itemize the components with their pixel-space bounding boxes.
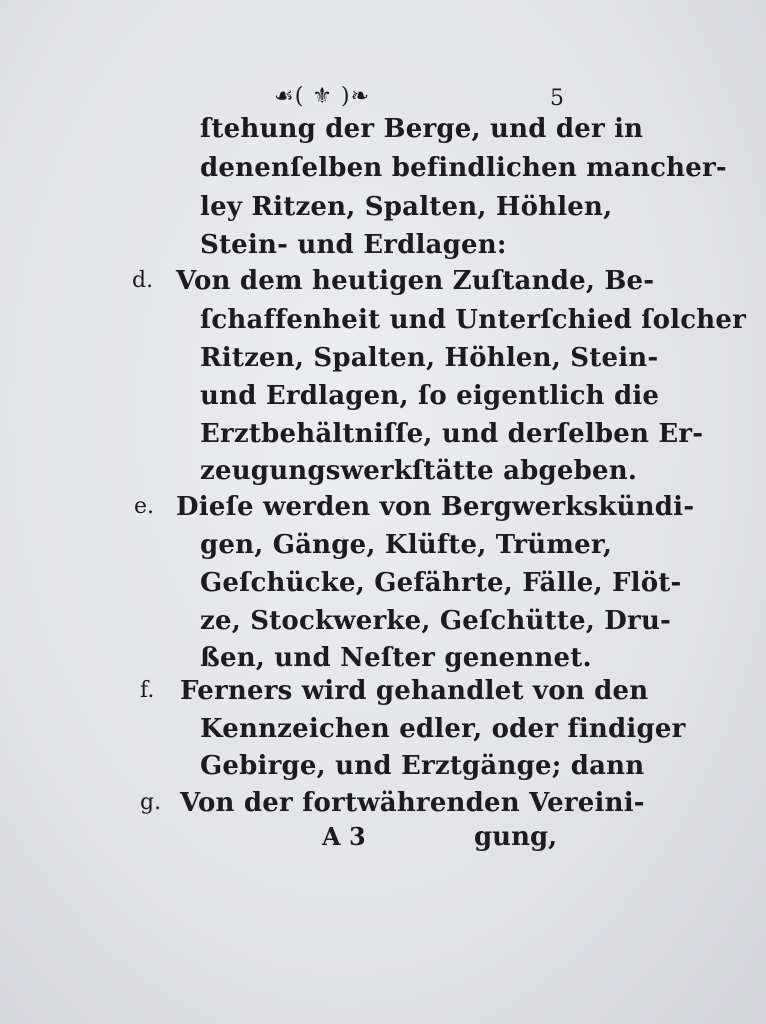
text-line: und Erdlagen, ſo eigentlich die bbox=[200, 381, 660, 411]
page-number: 5 bbox=[550, 86, 564, 111]
text-line: ßen, und Neſter genennet. bbox=[200, 643, 592, 673]
text-line: Erztbehältniſſe, und derſelben Er- bbox=[200, 419, 704, 449]
text-line: ſtehung der Berge, und der in bbox=[200, 114, 644, 144]
text-line: denenſelben befindlichen mancher- bbox=[200, 153, 727, 183]
item-marker-e: e. bbox=[134, 494, 155, 519]
text-line: Gebirge, und Erztgänge; dann bbox=[200, 751, 645, 781]
signature-mark: A 3 bbox=[322, 822, 366, 851]
text-line: Geſchücke, Gefährte, Fälle, Flöt- bbox=[200, 568, 682, 598]
text-line: ſchaffenheit und Unterſchied ſolcher bbox=[200, 305, 746, 335]
text-line: ze, Stockwerke, Geſchütte, Dru- bbox=[200, 606, 672, 636]
item-marker-d: d. bbox=[132, 268, 154, 293]
text-line: ley Ritzen, Spalten, Höhlen, bbox=[200, 192, 613, 222]
text-line: zeugungswerkſtätte abgeben. bbox=[200, 456, 638, 486]
item-marker-f: f. bbox=[140, 678, 155, 703]
text-line: Kennzeichen edler, oder findiger bbox=[200, 714, 686, 744]
text-line: Stein- und Erdlagen: bbox=[200, 230, 507, 260]
text-line: Ritzen, Spalten, Höhlen, Stein- bbox=[200, 343, 659, 373]
text-line: Dieſe werden von Bergwerkskündi- bbox=[176, 492, 695, 522]
catchword: gung, bbox=[474, 822, 558, 852]
text-line: Von der fortwährenden Vereini- bbox=[180, 788, 645, 818]
text-line: Von dem heutigen Zuſtande, Be- bbox=[176, 266, 655, 296]
item-marker-g: g. bbox=[140, 790, 162, 815]
text-line: gen, Gänge, Klüfte, Trümer, bbox=[200, 530, 613, 560]
header-ornament: ☙( ⚜ )❧ bbox=[274, 84, 371, 109]
page-header bbox=[274, 84, 574, 112]
text-line: Ferners wird gehandlet von den bbox=[180, 676, 649, 706]
